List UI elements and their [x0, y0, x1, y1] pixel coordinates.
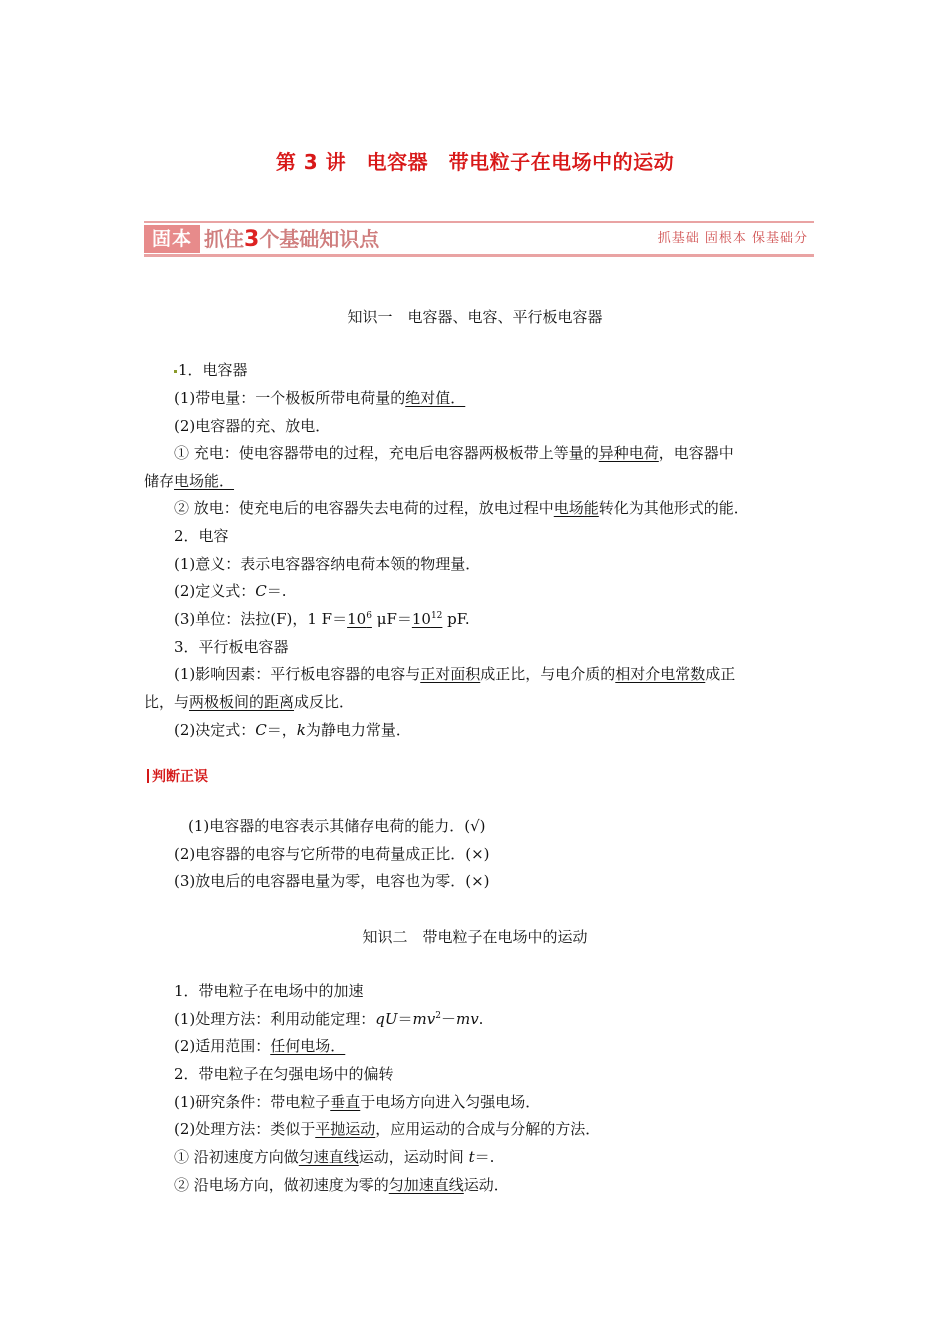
text: (2)决定式： [174, 721, 256, 739]
k1-item-3-1-cont [144, 692, 354, 712]
exponent: 12 [430, 611, 443, 621]
k1-item-2-3 [174, 609, 470, 629]
text: 成正 [705, 665, 736, 683]
text: (3)单位：法拉(F)，1 F＝ [174, 610, 348, 628]
section-banner [144, 221, 814, 257]
judge-label-text: 判断正误 [152, 769, 208, 785]
page-title: 第 3 讲 电容器 带电粒子在电场中的运动 [275, 150, 675, 174]
judge-item-1: (1)电容器的电容表示其储存电荷的能力．(√) [188, 817, 486, 835]
text: 成正比，与电介质的 [480, 665, 616, 683]
knowledge-1-heading: 知识一 电容器、电容、平行板电容器 [347, 308, 603, 326]
formula-term: mv [412, 1010, 436, 1028]
answer-blank: 绝对值． [405, 389, 466, 407]
text: (1)处理方法：利用动能定理： [174, 1010, 376, 1028]
answer-blank: 平抛运动 [315, 1120, 376, 1138]
answer-blank: 异种电荷 [598, 444, 659, 462]
text: ，电容器中 [658, 444, 734, 462]
k1-item-3: 3．平行板电容器 [174, 638, 289, 656]
k2-item-2-3 [174, 1147, 494, 1167]
k1-item-2-2 [174, 581, 287, 601]
bullet-dot-icon [174, 370, 177, 373]
answer-blank: 两极板间的距离 [189, 693, 295, 711]
k1-item-1-1 [174, 388, 465, 408]
k1-item-1-4 [174, 498, 749, 518]
answer-blank: 任何电场． [270, 1037, 346, 1055]
text: ＝ [397, 1010, 413, 1028]
k1-item-3-1 [174, 664, 735, 684]
text: ＝. [474, 1148, 495, 1166]
answer-blank: 正对面积 [420, 665, 481, 683]
k2-item-2-2 [174, 1119, 600, 1139]
answer-blank: 匀速直线 [298, 1148, 359, 1166]
answer-blank [412, 610, 443, 628]
formula-term: qU [375, 1010, 398, 1028]
k1-item-1 [174, 360, 248, 380]
text: (2)定义式： [174, 582, 256, 600]
k2-item-2: 2．带电粒子在匀强电场中的偏转 [174, 1065, 394, 1083]
answer-blank: 垂直 [330, 1093, 361, 1111]
text: (2)适用范围： [174, 1037, 271, 1055]
text: (1)带电量：一个极板所带电荷量的 [174, 389, 406, 407]
k2-item-1-1 [174, 1009, 483, 1029]
k1-item-2-1: (1)意义：表示电容器容纳电荷本领的物理量． [174, 555, 481, 573]
answer-blank: 电场能 [553, 499, 599, 517]
k2-item-2-1 [174, 1092, 540, 1112]
judge-bar-icon [147, 769, 149, 783]
text: 运动． [463, 1176, 509, 1194]
text: ＝. [266, 582, 287, 600]
answer-blank [347, 610, 372, 628]
k1-item-1-3-cont [144, 471, 234, 491]
text: ＝， [266, 721, 297, 739]
text: 储存 [144, 472, 175, 490]
exponent: 2 [435, 1011, 441, 1021]
text: ② 放电：使充电后的电容器失去电荷的过程，放电过程中 [174, 499, 554, 517]
exponent: 6 [366, 611, 372, 621]
k1-item-2: 2．电容 [174, 527, 229, 545]
banner-top-rule [144, 221, 814, 223]
answer-blank: 匀加速直线 [388, 1176, 464, 1194]
text: 于电场方向进入匀强电场． [360, 1093, 541, 1111]
banner-heading-pre: 抓住 [204, 227, 244, 251]
formula-term: mv [455, 1010, 479, 1028]
banner-heading [204, 225, 379, 253]
variable: C [255, 721, 267, 739]
k2-item-1: 1．带电粒子在电场中的加速 [174, 982, 364, 1000]
judge-item-2: (2)电容器的电容与它所带的电荷量成正比．(×) [174, 845, 490, 863]
k2-item-1-2 [174, 1036, 345, 1056]
k1-item-1-text: 1．电容器 [178, 361, 248, 379]
text: . [478, 1010, 484, 1028]
judge-label [147, 766, 208, 786]
text: 成反比． [294, 693, 355, 711]
text: (1)影响因素：平行板电容器的电容与 [174, 665, 421, 683]
answer-blank: 电场能． [174, 472, 235, 490]
banner-tag: 固本 [144, 225, 200, 253]
banner-heading-post: 个基础知识点 [259, 227, 380, 251]
text: ① 沿初速度方向做 [174, 1148, 299, 1166]
banner-slogan: 抓基础 固根本 保基础分 [657, 231, 808, 246]
variable: k [296, 721, 306, 739]
variable: t [468, 1148, 475, 1166]
text: 运动，运动时间 [358, 1148, 469, 1166]
text: 比，与 [144, 693, 190, 711]
k1-item-3-2 [174, 720, 411, 740]
value: 10 [411, 610, 431, 628]
text: pF. [442, 610, 470, 628]
variable: C [255, 582, 267, 600]
judge-item-3: (3)放电后的电容器电量为零，电容也为零．(×) [174, 872, 490, 890]
text: (2)处理方法：类似于 [174, 1120, 316, 1138]
text: 为静电力常量． [305, 721, 411, 739]
text: ① 充电：使电容器带电的过程，充电后电容器两极板带上等量的 [174, 444, 599, 462]
knowledge-2-heading: 知识二 带电粒子在电场中的运动 [362, 928, 588, 946]
k1-item-1-3 [174, 443, 734, 463]
text: μF＝ [371, 610, 412, 628]
k2-item-2-4 [174, 1175, 509, 1195]
text: － [440, 1010, 456, 1028]
text: ，应用运动的合成与分解的方法． [375, 1120, 601, 1138]
answer-blank: 相对介电常数 [615, 665, 706, 683]
text: ② 沿电场方向，做初速度为零的 [174, 1176, 389, 1194]
value: 10 [347, 610, 367, 628]
banner-heading-number: 3 [244, 227, 260, 252]
text: 转化为其他形式的能． [598, 499, 749, 517]
banner-bottom-rule [144, 254, 814, 257]
k1-item-1-2: (2)电容器的充、放电． [174, 417, 331, 435]
text: (1)研究条件：带电粒子 [174, 1093, 331, 1111]
